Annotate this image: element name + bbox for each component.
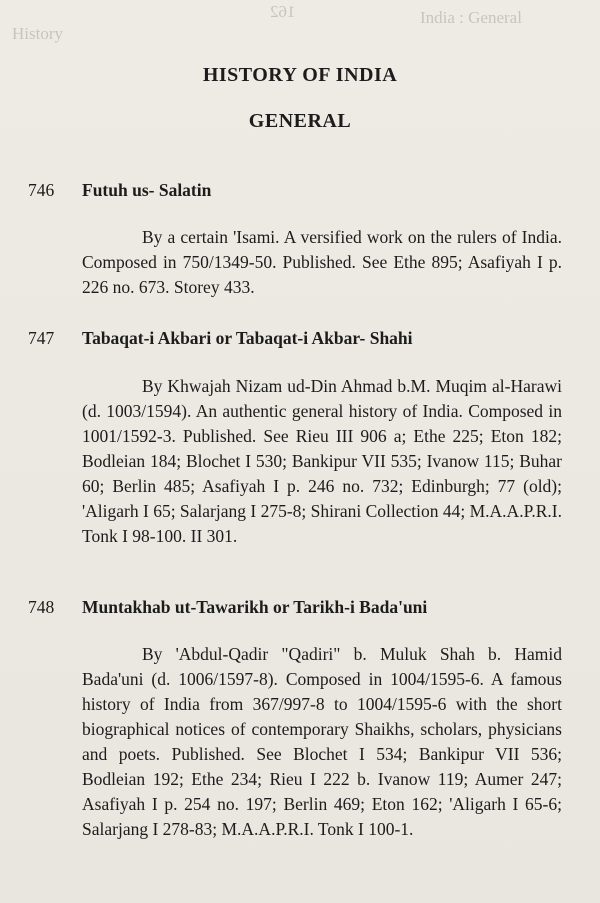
entry-body-text: By 'Abdul-Qadir "Qadiri" b. Muluk Shah b. Hamid Bada'uni (d. 1006/1597-8). Composed in 1004/1595-6. A famous history of India from 367/997-8 to 1004/1595-6 with the short biographical notices of contemporary Shaikhs, scholars, physicians and poets. Published. See Blochet I 534; Bankipur VII 536; Bodleian 192; Ethe 234; Rieu I 222 b. Ivanow 119; Aumer 247; Asafiyah I p. 254 no. 197; Berlin 469; Eton 162; 'Aligarh I 65-6; Salarjang I 278-83; M.A.A.P.R.I. Tonk I 100-1. <box>82 644 562 839</box>
entry-body-text: By a certain 'Isami. A versified work on the rulers of India. Composed in 750/1349-50. Published. See Ethe 895; Asafiyah I p. 226 no. 673. Storey 433. <box>82 227 562 297</box>
page-subheading: GENERAL <box>248 110 352 132</box>
entry-body <box>82 642 562 842</box>
entry-title: Muntakhab ut-Tawarikh or Tarikh-i Bada'uni <box>82 597 428 617</box>
bleed-through-page-number: 162 <box>270 2 296 21</box>
page-heading: HISTORY OF INDIA <box>202 64 398 86</box>
entry-title: Tabaqat-i Akbari or Tabaqat-i Akbar- Shahi <box>82 328 413 348</box>
entry-number: 747 <box>28 328 55 348</box>
entry-body <box>82 374 562 549</box>
bleed-through-running-head-right: India : General <box>420 8 522 27</box>
entry-number: 746 <box>28 180 55 200</box>
entry-title: Futuh us- Salatin <box>82 180 212 200</box>
entry-number: 748 <box>28 597 55 617</box>
bleed-through-running-head-left: History <box>12 24 63 43</box>
entry-body <box>82 225 562 300</box>
entry-body-text: By Khwajah Nizam ud-Din Ahmad b.M. Muqim al-Harawi (d. 1003/1594). An authentic general history of India. Composed in 1001/1592-3. Published. See Rieu III 906 a; Ethe 225; Eton 182; Bodleian 184; Blochet I 530; Bankipur VII 535; Ivanow 115; Buhar 60; Berlin 485; Asafiyah I p. 246 no. 732; Edinburgh; 77 (old); 'Aligarh I 65; Salarjang I 275-8; Shirani Collection 44; M.A.A.P.R.I. Tonk I 98-100. II 301. <box>82 376 562 546</box>
